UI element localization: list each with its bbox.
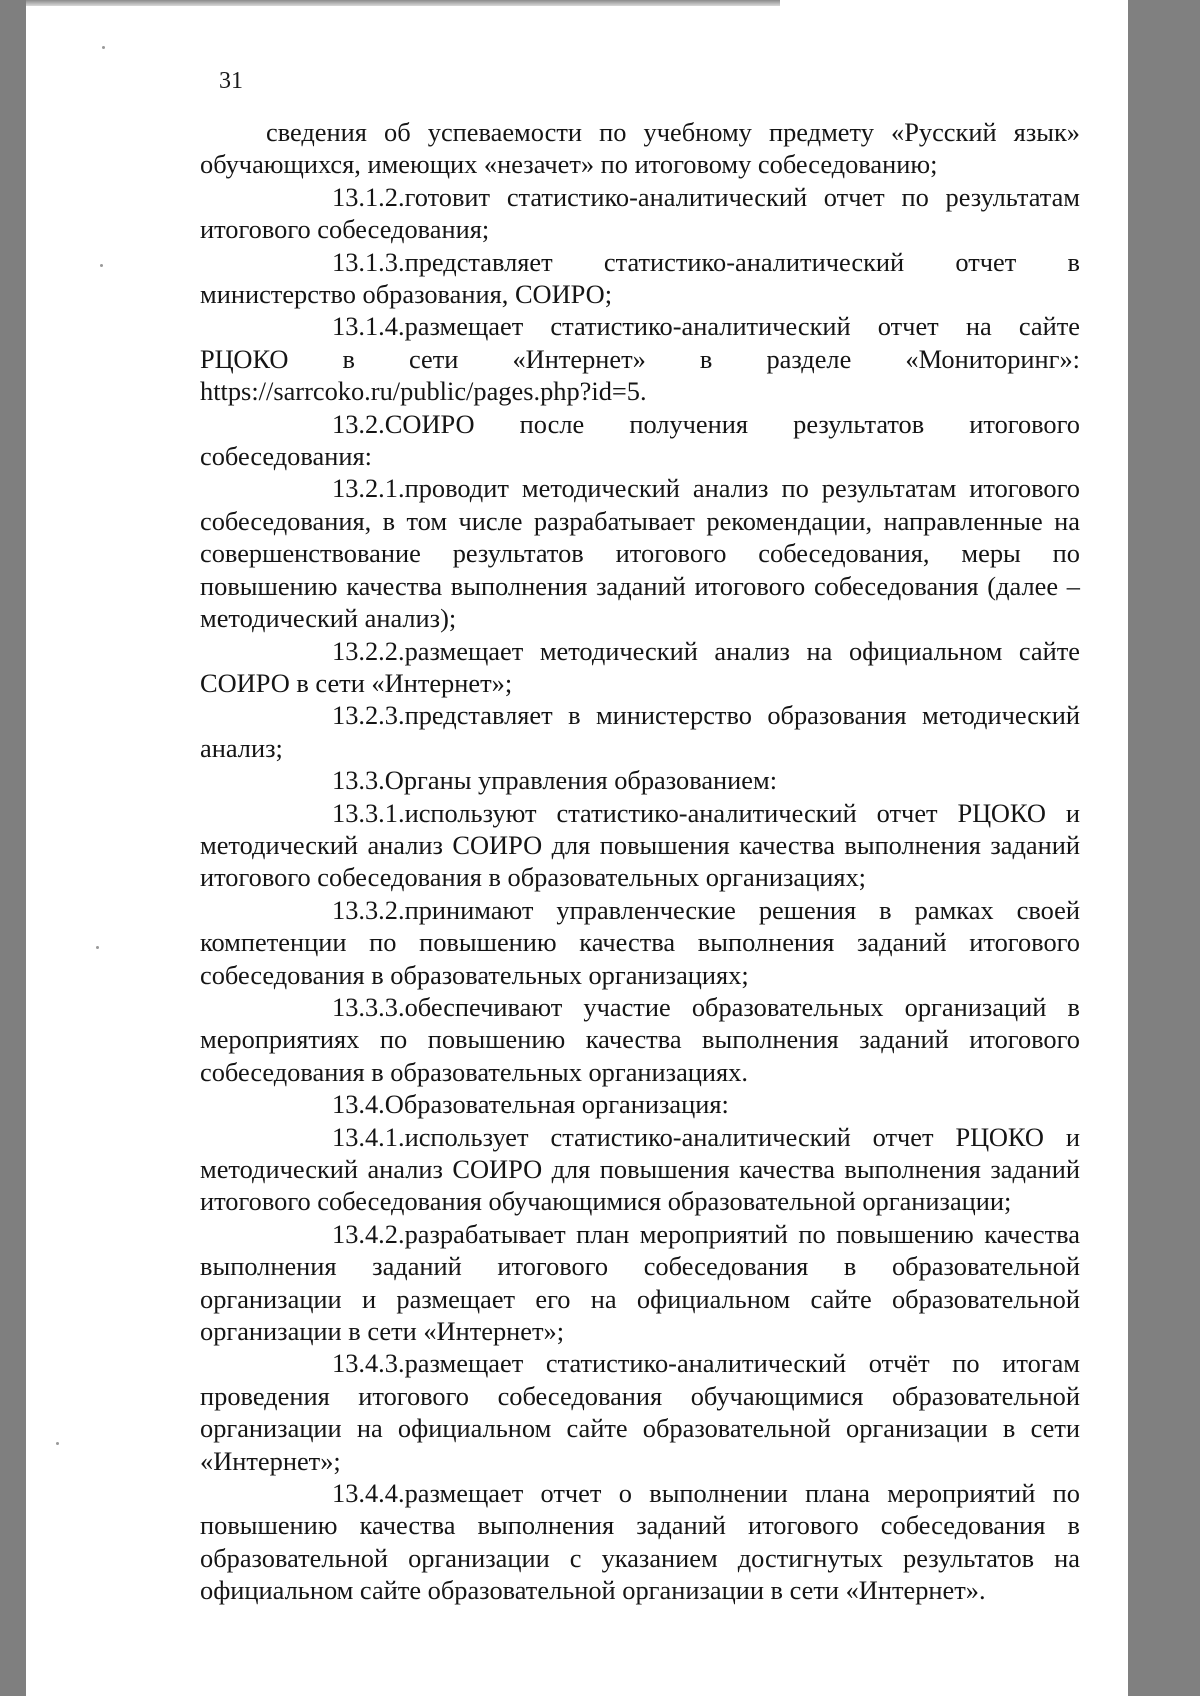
paragraph-text: разрабатывает план мероприятий по повышению качества выполнения заданий итогового собеседования в образовательной организации и размещает его на официальном сайте образовательной организации в сети «Интернет»; [200, 1218, 1080, 1347]
paragraph-text: представляет статистико-аналитический отчет в министерство образования, СОИРО; [200, 246, 1080, 310]
paragraph [200, 181, 1080, 246]
clause-number: 13.4.1. [332, 1121, 405, 1152]
paragraph [200, 1477, 1080, 1607]
clause-number: 13.4.4. [332, 1478, 405, 1509]
paragraph [200, 1088, 1080, 1120]
paragraph-text: СОИРО после получения результатов итогового собеседования: [200, 408, 1080, 472]
paragraph-text: принимают управленческие решения в рамках своей компетенции по повышению качества выполнения заданий итогового собеседования в образовательных организациях; [200, 894, 1080, 990]
paragraph-text: Органы управления образованием: [384, 765, 778, 796]
paragraph [200, 1218, 1080, 1348]
clause-number: 13.3. [332, 765, 385, 796]
scan-right-border [1128, 0, 1200, 1696]
clause-number: 13.2. [332, 408, 385, 439]
clause-number: 13.3.1. [332, 797, 405, 828]
clause-number: 13.3.3. [332, 991, 405, 1022]
scan-left-border [0, 0, 26, 1696]
paragraph [200, 797, 1080, 894]
clause-number: 13.2.3. [332, 700, 405, 731]
document-page [26, 6, 1128, 1696]
clause-number: 13.1.4. [332, 311, 405, 342]
scan-speck [100, 264, 103, 267]
paragraph [200, 408, 1080, 473]
paragraph-text: готовит статистико-аналитический отчет по результатам итогового собеседования; [200, 181, 1080, 245]
paragraph-text: сведения об успеваемости по учебному предмету «Русский язык» обучающихся, имеющих «незачет» по итоговому собеседованию; [200, 117, 1080, 180]
paragraph-text: используют статистико-аналитический отчет РЦОКО и методический анализ СОИРО для повышения качества выполнения заданий итогового собеседования в образовательных организациях; [200, 797, 1080, 893]
clause-number: 13.3.2. [332, 894, 405, 925]
paragraph [200, 991, 1080, 1088]
clause-number: 13.4.2. [332, 1218, 405, 1249]
paragraph [200, 699, 1080, 764]
paragraph-text: Образовательная организация: [384, 1089, 729, 1120]
clause-number: 13.1.3. [332, 246, 405, 277]
paragraph-text: размещает методический анализ на официальном сайте СОИРО в сети «Интернет»; [200, 635, 1080, 698]
paragraph-text: представляет в министерство образования методический анализ; [200, 700, 1080, 763]
scan-speck [96, 946, 99, 949]
document-body [200, 116, 1080, 1607]
paragraph [200, 635, 1080, 700]
paragraph [200, 764, 1080, 796]
paragraph [200, 894, 1080, 991]
scan-speck [56, 1442, 59, 1445]
paragraph [200, 472, 1080, 634]
clause-number: 13.2.1. [332, 473, 405, 504]
clause-number: 13.2.2. [332, 635, 405, 666]
page-number: 31 [219, 68, 243, 94]
paragraph-text: использует статистико-аналитический отчет РЦОКО и методический анализ СОИРО для повышения качества выполнения заданий итогового собеседования обучающимися образовательной организации; [200, 1121, 1080, 1217]
paragraph [200, 246, 1080, 311]
paragraph-text: размещает статистико-аналитический отчет на сайте РЦОКО в сети «Интернет» в разделе «Мониторинг»: https://sarrcoko.ru/public/pages.php?id=5. [200, 311, 1080, 407]
paragraph-text: обеспечивают участие образовательных организаций в мероприятиях по повышению качества выполнения заданий итогового собеседования в образовательных организациях. [200, 991, 1080, 1087]
paragraph [200, 1347, 1080, 1477]
paragraph-text: проводит методический анализ по результатам итогового собеседования, в том числе разрабатывает рекомендации, направленные на совершенствование результатов итогового собеседования, меры по повышению качества выполнения заданий итогового собеседования (далее – методический анализ); [200, 473, 1080, 634]
paragraph [200, 116, 1080, 181]
clause-number: 13.4.3. [332, 1348, 405, 1379]
paragraph [200, 1121, 1080, 1218]
clause-number: 13.1.2. [332, 181, 405, 212]
paragraph [200, 310, 1080, 407]
paragraph-text: размещает статистико-аналитический отчёт по итогам проведения итогового собеседования обучающимися образовательной организации на официальном сайте образовательной организации в сети «Интернет»; [200, 1348, 1080, 1476]
clause-number: 13.4. [332, 1089, 385, 1120]
scan-speck [102, 46, 105, 49]
paragraph-text: размещает отчет о выполнении плана мероприятий по повышению качества выполнения заданий итогового собеседования в образовательной организации с указанием достигнутых результатов на официальном сайте образовательной организации в сети «Интернет». [200, 1478, 1080, 1606]
